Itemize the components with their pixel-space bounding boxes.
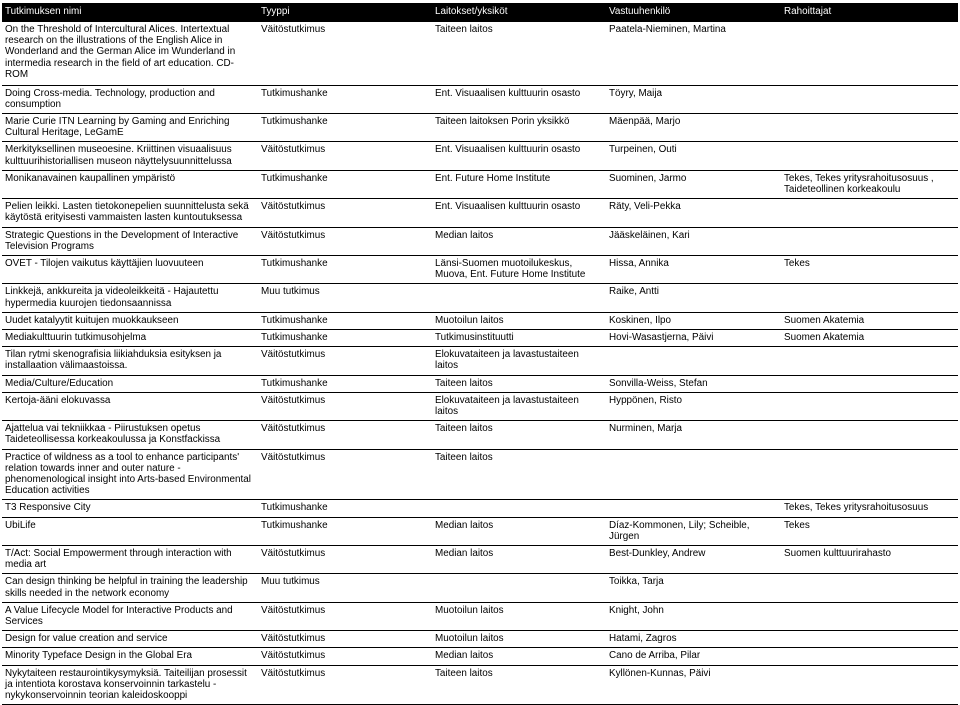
- funders-cell: Suomen Akatemia: [781, 329, 958, 346]
- funders-cell: Tekes, Tekes yritysrahoitusosuus: [781, 500, 958, 517]
- responsible-person-cell: Koskinen, Ilpo: [606, 312, 781, 329]
- department-cell: Länsi-Suomen muotoilukeskus, Muova, Ent. Future Home Institute: [432, 255, 606, 283]
- study-name-cell: UbiLife: [2, 517, 258, 545]
- department-cell: Ent. Future Home Institute: [432, 170, 606, 198]
- table-row: [2, 85, 958, 113]
- funders-cell: [781, 22, 958, 85]
- study-name-cell: Marie Curie ITN Learning by Gaming and Enriching Cultural Heritage, LeGamE: [2, 113, 258, 141]
- table-row: [2, 500, 958, 517]
- department-cell: Median laitos: [432, 227, 606, 255]
- responsible-person-cell: Paatela-Nieminen, Martina: [606, 22, 781, 85]
- responsible-person-cell: Mäenpää, Marjo: [606, 113, 781, 141]
- type-cell: Väitöstutkimus: [258, 392, 432, 420]
- funders-cell: [781, 284, 958, 312]
- type-cell: Väitöstutkimus: [258, 199, 432, 227]
- funders-cell: [781, 375, 958, 392]
- responsible-person-cell: Töyry, Maija: [606, 85, 781, 113]
- header-vastuuhenkilo: Vastuuhenkilö: [606, 3, 781, 22]
- funders-cell: [781, 574, 958, 602]
- department-cell: Muotoilun laitos: [432, 312, 606, 329]
- type-cell: Tutkimushanke: [258, 170, 432, 198]
- study-name-cell: Practice of wildness as a tool to enhance participants' relation towards inner and outer nature - phenomenological insight into Arts-based Environmental Education activities: [2, 449, 258, 500]
- type-cell: Väitöstutkimus: [258, 142, 432, 170]
- table-row: [2, 574, 958, 602]
- table-row: [2, 375, 958, 392]
- responsible-person-cell: Nurminen, Marja: [606, 421, 781, 449]
- table-row: [2, 199, 958, 227]
- table-row: [2, 602, 958, 630]
- type-cell: Tutkimushanke: [258, 85, 432, 113]
- table-row: [2, 255, 958, 283]
- responsible-person-cell: Hovi-Wasastjerna, Päivi: [606, 329, 781, 346]
- study-name-cell: On the Threshold of Intercultural Alices. Intertextual research on the illustrations of the English Alice in Wonderland and the German Alice im Wunderland in intermedia research in the field of art education. CD-ROM: [2, 22, 258, 85]
- responsible-person-cell: Turpeinen, Outi: [606, 142, 781, 170]
- responsible-person-cell: Best-Dunkley, Andrew: [606, 546, 781, 574]
- department-cell: Taiteen laitos: [432, 449, 606, 500]
- type-cell: Väitöstutkimus: [258, 665, 432, 705]
- department-cell: Ent. Visuaalisen kulttuurin osasto: [432, 142, 606, 170]
- funders-cell: Suomen Akatemia: [781, 312, 958, 329]
- table-row: [2, 648, 958, 665]
- study-name-cell: Mediakulttuurin tutkimusohjelma: [2, 329, 258, 346]
- department-cell: [432, 574, 606, 602]
- responsible-person-cell: [606, 347, 781, 375]
- funders-cell: Suomen kulttuurirahasto: [781, 546, 958, 574]
- department-cell: Ent. Visuaalisen kulttuurin osasto: [432, 199, 606, 227]
- table-row: [2, 329, 958, 346]
- funders-cell: [781, 392, 958, 420]
- study-name-cell: Kertoja-ääni elokuvassa: [2, 392, 258, 420]
- funders-cell: Tekes, Tekes yritysrahoitusosuus , Taideteollinen korkeakoulu: [781, 170, 958, 198]
- table-body: [2, 22, 958, 705]
- department-cell: Muotoilun laitos: [432, 602, 606, 630]
- funders-cell: [781, 85, 958, 113]
- type-cell: Väitöstutkimus: [258, 421, 432, 449]
- department-cell: [432, 284, 606, 312]
- header-rahoittajat: Rahoittajat: [781, 3, 958, 22]
- table-row: [2, 421, 958, 449]
- responsible-person-cell: Raike, Antti: [606, 284, 781, 312]
- type-cell: Tutkimushanke: [258, 113, 432, 141]
- funders-cell: [781, 602, 958, 630]
- responsible-person-cell: [606, 500, 781, 517]
- type-cell: Väitöstutkimus: [258, 602, 432, 630]
- department-cell: Median laitos: [432, 517, 606, 545]
- table-row: [2, 22, 958, 85]
- funders-cell: [781, 142, 958, 170]
- department-cell: Tutkimusinstituutti: [432, 329, 606, 346]
- table-row: [2, 284, 958, 312]
- study-name-cell: Uudet katalyytit kuitujen muokkaukseen: [2, 312, 258, 329]
- funders-cell: [781, 631, 958, 648]
- study-name-cell: Media/Culture/Education: [2, 375, 258, 392]
- funders-cell: [781, 113, 958, 141]
- funders-cell: [781, 648, 958, 665]
- type-cell: Tutkimushanke: [258, 375, 432, 392]
- type-cell: Muu tutkimus: [258, 574, 432, 602]
- funders-cell: [781, 227, 958, 255]
- study-name-cell: Monikanavainen kaupallinen ympäristö: [2, 170, 258, 198]
- responsible-person-cell: Cano de Arriba, Pilar: [606, 648, 781, 665]
- study-name-cell: Strategic Questions in the Development of Interactive Television Programs: [2, 227, 258, 255]
- responsible-person-cell: [606, 449, 781, 500]
- study-name-cell: Doing Cross-media. Technology, production and consumption: [2, 85, 258, 113]
- department-cell: Taiteen laitos: [432, 665, 606, 705]
- responsible-person-cell: Räty, Veli-Pekka: [606, 199, 781, 227]
- department-cell: Taiteen laitos: [432, 375, 606, 392]
- table-row: [2, 227, 958, 255]
- table-row: [2, 347, 958, 375]
- table-row: [2, 142, 958, 170]
- type-cell: Väitöstutkimus: [258, 648, 432, 665]
- type-cell: Väitöstutkimus: [258, 347, 432, 375]
- funders-cell: Tekes: [781, 517, 958, 545]
- type-cell: Tutkimushanke: [258, 517, 432, 545]
- study-name-cell: Merkityksellinen museoesine. Kriittinen visuaalisuus kulttuurihistoriallisen museon näyttelysuunnittelussa: [2, 142, 258, 170]
- department-cell: [432, 500, 606, 517]
- responsible-person-cell: Suominen, Jarmo: [606, 170, 781, 198]
- department-cell: Median laitos: [432, 546, 606, 574]
- type-cell: Väitöstutkimus: [258, 631, 432, 648]
- study-name-cell: T/Act: Social Empowerment through interaction with media art: [2, 546, 258, 574]
- table-row: [2, 631, 958, 648]
- responsible-person-cell: Hatami, Zagros: [606, 631, 781, 648]
- department-cell: Taiteen laitos: [432, 421, 606, 449]
- table-row: [2, 312, 958, 329]
- funders-cell: [781, 449, 958, 500]
- type-cell: Tutkimushanke: [258, 329, 432, 346]
- department-cell: Taiteen laitos: [432, 22, 606, 85]
- responsible-person-cell: Jääskeläinen, Kari: [606, 227, 781, 255]
- study-name-cell: Can design thinking be helpful in training the leadership skills needed in the network economy: [2, 574, 258, 602]
- department-cell: Elokuvataiteen ja lavastustaiteen laitos: [432, 347, 606, 375]
- table-header-row: [2, 3, 958, 22]
- study-name-cell: Minority Typeface Design in the Global Era: [2, 648, 258, 665]
- responsible-person-cell: Toikka, Tarja: [606, 574, 781, 602]
- table-row: [2, 113, 958, 141]
- study-name-cell: Design for value creation and service: [2, 631, 258, 648]
- type-cell: Muu tutkimus: [258, 284, 432, 312]
- table-row: [2, 170, 958, 198]
- funders-cell: [781, 421, 958, 449]
- type-cell: Tutkimushanke: [258, 500, 432, 517]
- header-laitokset: Laitokset/yksiköt: [432, 3, 606, 22]
- research-table: [2, 3, 958, 705]
- responsible-person-cell: Knight, John: [606, 602, 781, 630]
- department-cell: Elokuvataiteen ja lavastustaiteen laitos: [432, 392, 606, 420]
- study-name-cell: Ajattelua vai tekniikkaa - Piirustuksen opetus Taideteollisessa korkeakoulussa ja Konstfackissa: [2, 421, 258, 449]
- study-name-cell: Linkkejä, ankkureita ja videoleikkeitä - Hajautettu hypermedia kuurojen tiedonsaannissa: [2, 284, 258, 312]
- study-name-cell: OVET - Tilojen vaikutus käyttäjien luovuuteen: [2, 255, 258, 283]
- type-cell: Väitöstutkimus: [258, 22, 432, 85]
- funders-cell: [781, 199, 958, 227]
- department-cell: Median laitos: [432, 648, 606, 665]
- department-cell: Muotoilun laitos: [432, 631, 606, 648]
- responsible-person-cell: Hyppönen, Risto: [606, 392, 781, 420]
- type-cell: Väitöstutkimus: [258, 227, 432, 255]
- table-row: [2, 449, 958, 500]
- funders-cell: [781, 347, 958, 375]
- study-name-cell: Tilan rytmi skenografisia liikiahduksia esityksen ja installaation välimaastoissa.: [2, 347, 258, 375]
- type-cell: Tutkimushanke: [258, 255, 432, 283]
- type-cell: Tutkimushanke: [258, 312, 432, 329]
- study-name-cell: T3 Responsive City: [2, 500, 258, 517]
- study-name-cell: A Value Lifecycle Model for Interactive Products and Services: [2, 602, 258, 630]
- responsible-person-cell: Hissa, Annika: [606, 255, 781, 283]
- type-cell: Väitöstutkimus: [258, 546, 432, 574]
- funders-cell: [781, 665, 958, 705]
- table-row: [2, 392, 958, 420]
- type-cell: Väitöstutkimus: [258, 449, 432, 500]
- responsible-person-cell: Sonvilla-Weiss, Stefan: [606, 375, 781, 392]
- table-row: [2, 546, 958, 574]
- responsible-person-cell: Díaz-Kommonen, Lily; Scheible, Jürgen: [606, 517, 781, 545]
- study-name-cell: Pelien leikki. Lasten tietokonepelien suunnittelusta sekä käytöstä erityisesti vammaisten lasten kuntoutuksessa: [2, 199, 258, 227]
- header-tyyppi: Tyyppi: [258, 3, 432, 22]
- department-cell: Ent. Visuaalisen kulttuurin osasto: [432, 85, 606, 113]
- responsible-person-cell: Kyllönen-Kunnas, Päivi: [606, 665, 781, 705]
- table-row: [2, 517, 958, 545]
- funders-cell: Tekes: [781, 255, 958, 283]
- department-cell: Taiteen laitoksen Porin yksikkö: [432, 113, 606, 141]
- table-row: [2, 665, 958, 705]
- study-name-cell: Nykytaiteen restaurointikysymyksiä. Taiteilijan prosessit ja intentiota korostava konservoinnin tarkastelu - nykykonservoinnin teorian kaleidoskooppi: [2, 665, 258, 705]
- header-tutkimuksen-nimi: Tutkimuksen nimi: [2, 3, 258, 22]
